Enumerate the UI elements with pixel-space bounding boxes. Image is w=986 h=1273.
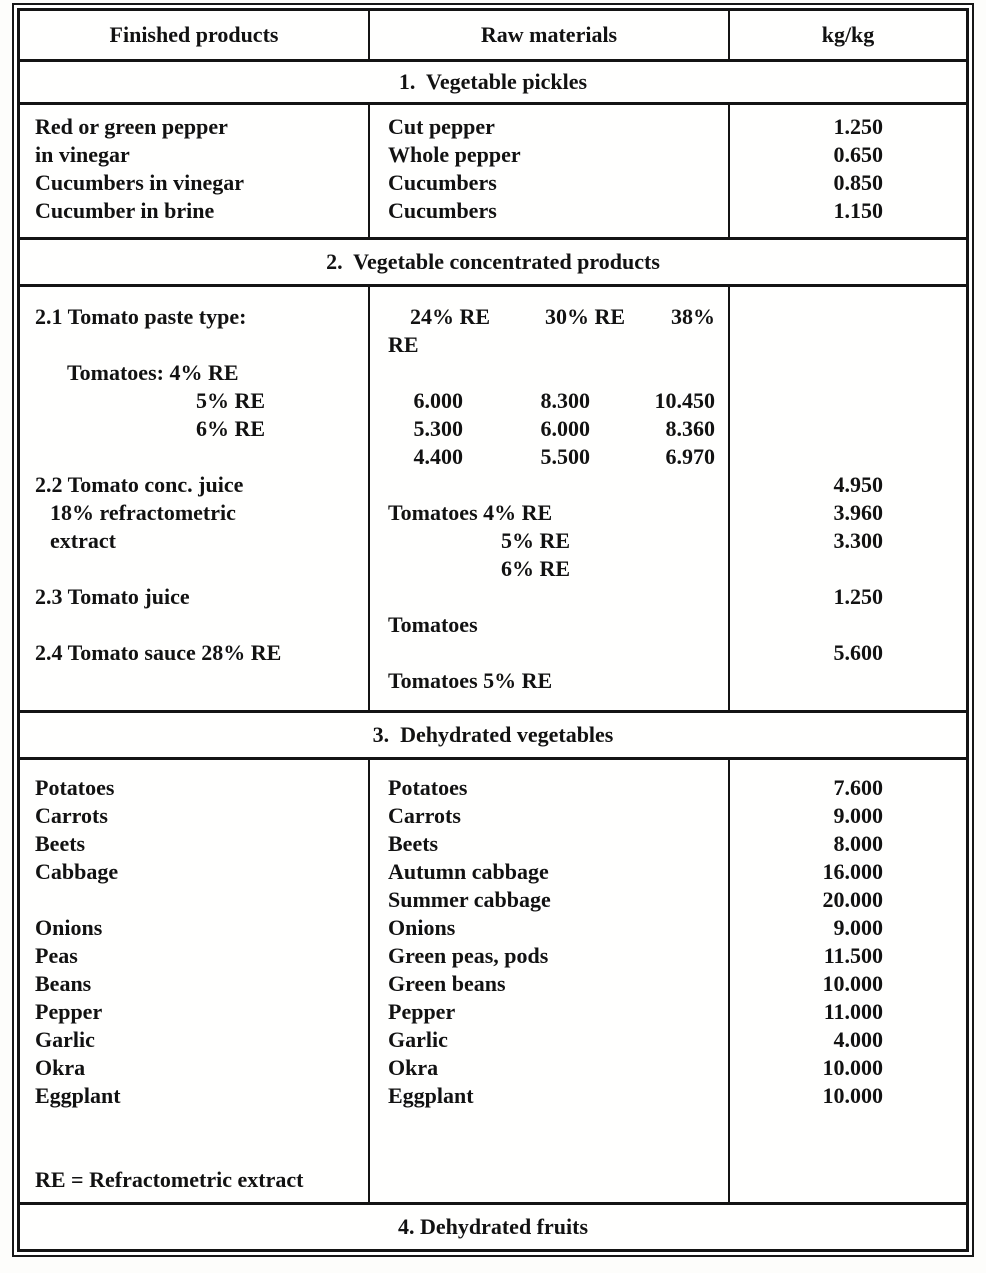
finished-product: Cabbage — [35, 859, 119, 884]
ratio-value: 5.600 — [833, 640, 883, 665]
finished-product: Cucumbers in vinegar — [35, 170, 244, 195]
table-outer-border — [12, 3, 974, 1257]
ratio-value — [730, 331, 966, 359]
finished-product: Pepper — [35, 999, 103, 1024]
ratio-value: 16.000 — [822, 859, 883, 884]
raw-material: Cucumbers — [388, 198, 497, 223]
ratio-value — [730, 667, 966, 695]
finished-product: Onions — [35, 915, 103, 940]
ratio-value — [730, 1110, 966, 1138]
raw-material: Eggplant — [388, 1083, 474, 1108]
section-1-body — [20, 105, 966, 240]
finished-product: Cucumber in brine — [35, 198, 215, 223]
raw-material: 5% RE — [500, 528, 570, 553]
finished-product: Red or green pepper — [35, 114, 228, 139]
raw-material — [370, 471, 728, 499]
ratio-value: 0.650 — [833, 142, 883, 167]
ratio-value: 9.000 — [833, 803, 883, 828]
finished-product: Okra — [35, 1055, 86, 1080]
raw-material-values — [370, 387, 728, 415]
value: 6.970 — [665, 444, 715, 469]
ratio-value — [730, 1138, 966, 1166]
raw-material: RE — [388, 332, 419, 357]
raw-material: Carrots — [388, 803, 461, 828]
section-4-title: 4. Dehydrated fruits — [397, 1214, 589, 1239]
finished-product: Tomatoes: 4% RE — [67, 360, 239, 385]
conversion-table — [17, 8, 969, 1252]
value: 30% RE — [544, 304, 625, 329]
ratio-value: 0.850 — [833, 170, 883, 195]
value: 6.000 — [413, 388, 463, 413]
header-kg-per-kg: kg/kg — [821, 22, 875, 47]
table-header-row — [20, 11, 966, 62]
raw-material — [370, 583, 728, 611]
raw-material-values — [370, 443, 728, 471]
raw-material: Cut pepper — [388, 114, 495, 139]
raw-material: Potatoes — [388, 775, 468, 800]
ratio-value: 10.000 — [822, 1083, 883, 1108]
raw-material — [370, 639, 728, 667]
ratio-value: 8.000 — [833, 831, 883, 856]
value: 5.500 — [540, 444, 590, 469]
raw-material: Summer cabbage — [388, 887, 551, 912]
raw-material — [370, 1166, 728, 1194]
ratio-value: 4.000 — [833, 1027, 883, 1052]
finished-product: Garlic — [35, 1027, 95, 1052]
raw-material: Onions — [388, 915, 456, 940]
raw-material: Autumn cabbage — [388, 859, 549, 884]
raw-material-values — [370, 303, 728, 331]
finished-product: 5% RE — [195, 388, 265, 413]
finished-product: 6% RE — [195, 416, 265, 441]
finished-product: Peas — [35, 943, 78, 968]
value: 8.300 — [540, 388, 590, 413]
raw-material: 6% RE — [500, 556, 570, 581]
raw-material: Green peas, pods — [388, 943, 549, 968]
raw-materials-column — [370, 105, 730, 237]
finished-products-column — [20, 287, 370, 710]
finished-products-column — [20, 105, 370, 237]
ratio-value: 1.150 — [833, 198, 883, 223]
section-3-body — [20, 760, 966, 1205]
finished-product — [20, 1110, 368, 1138]
ratio-value — [730, 555, 966, 583]
ratio-value — [730, 1166, 966, 1194]
ratio-value — [730, 303, 966, 331]
ratio-value: 1.250 — [833, 584, 883, 609]
kg-per-kg-column — [730, 287, 966, 710]
ratio-value: 11.000 — [823, 999, 883, 1024]
finished-product: Beets — [35, 831, 86, 856]
kg-per-kg-column — [730, 760, 966, 1202]
finished-product: Carrots — [35, 803, 108, 828]
finished-product: Potatoes — [35, 775, 115, 800]
raw-material: Whole pepper — [388, 142, 521, 167]
value: 5.300 — [413, 416, 463, 441]
finished-product: 2.1 Tomato paste type: — [35, 304, 247, 329]
value: 4.400 — [413, 444, 463, 469]
header-finished-products: Finished products — [20, 11, 370, 59]
raw-material — [370, 1138, 728, 1166]
finished-product: 2.3 Tomato juice — [35, 584, 190, 609]
ratio-value: 11.500 — [823, 943, 883, 968]
finished-product: 2.4 Tomato sauce 28% RE — [35, 640, 282, 665]
raw-material: Beets — [388, 831, 439, 856]
ratio-value: 10.000 — [822, 1055, 883, 1080]
finished-product — [20, 555, 368, 583]
kg-per-kg-column — [730, 105, 966, 237]
ratio-value: 3.300 — [833, 528, 883, 553]
raw-material: Green beans — [388, 971, 506, 996]
finished-product — [20, 667, 368, 695]
raw-material — [370, 359, 728, 387]
ratio-value: 3.960 — [833, 500, 883, 525]
finished-product: 18% refractometric — [50, 500, 236, 525]
finished-product: 2.2 Tomato conc. juice — [35, 472, 244, 497]
raw-materials-column — [370, 287, 730, 710]
ratio-value: 4.950 — [833, 472, 883, 497]
finished-product — [20, 443, 368, 471]
raw-materials-column — [370, 760, 730, 1202]
finished-product — [20, 886, 368, 914]
raw-material: Tomatoes 5% RE — [388, 668, 553, 693]
value: 38% — [671, 304, 715, 329]
finished-product: extract — [50, 528, 116, 553]
ratio-value — [730, 611, 966, 639]
finished-product — [20, 611, 368, 639]
finished-product — [20, 1138, 368, 1166]
raw-material: Pepper — [388, 999, 456, 1024]
ratio-value — [730, 359, 966, 387]
section-1-title: 1. Vegetable pickles — [20, 62, 966, 105]
ratio-value: 7.600 — [833, 775, 883, 800]
value: 10.450 — [654, 388, 715, 413]
section-3-title: 3. Dehydrated vegetables — [20, 713, 966, 760]
raw-material: Garlic — [388, 1027, 448, 1052]
section-2-body — [20, 287, 966, 713]
value: 6.000 — [540, 416, 590, 441]
ratio-value: 20.000 — [822, 887, 883, 912]
finished-product: Beans — [35, 971, 92, 996]
finished-product: RE = Refractometric extract — [35, 1167, 304, 1192]
raw-material: Tomatoes 4% RE — [388, 500, 553, 525]
raw-material: Cucumbers — [388, 170, 497, 195]
ratio-value: 1.250 — [833, 114, 883, 139]
ratio-value — [730, 415, 966, 443]
ratio-value: 10.000 — [822, 971, 883, 996]
header-raw-materials: Raw materials — [370, 11, 730, 59]
finished-product — [20, 331, 368, 359]
raw-material: Tomatoes — [388, 612, 478, 637]
raw-material-values — [370, 415, 728, 443]
finished-products-column — [20, 760, 370, 1202]
section-2-title: 2. Vegetable concentrated products — [20, 240, 966, 287]
value: 8.360 — [665, 416, 715, 441]
finished-product: in vinegar — [35, 142, 130, 167]
ratio-value — [730, 387, 966, 415]
value: 24% RE — [409, 304, 490, 329]
finished-product: Eggplant — [35, 1083, 121, 1108]
ratio-value — [730, 443, 966, 471]
raw-material — [370, 1110, 728, 1138]
raw-material: Okra — [388, 1055, 439, 1080]
ratio-value: 9.000 — [833, 915, 883, 940]
table-sections — [20, 62, 966, 1249]
